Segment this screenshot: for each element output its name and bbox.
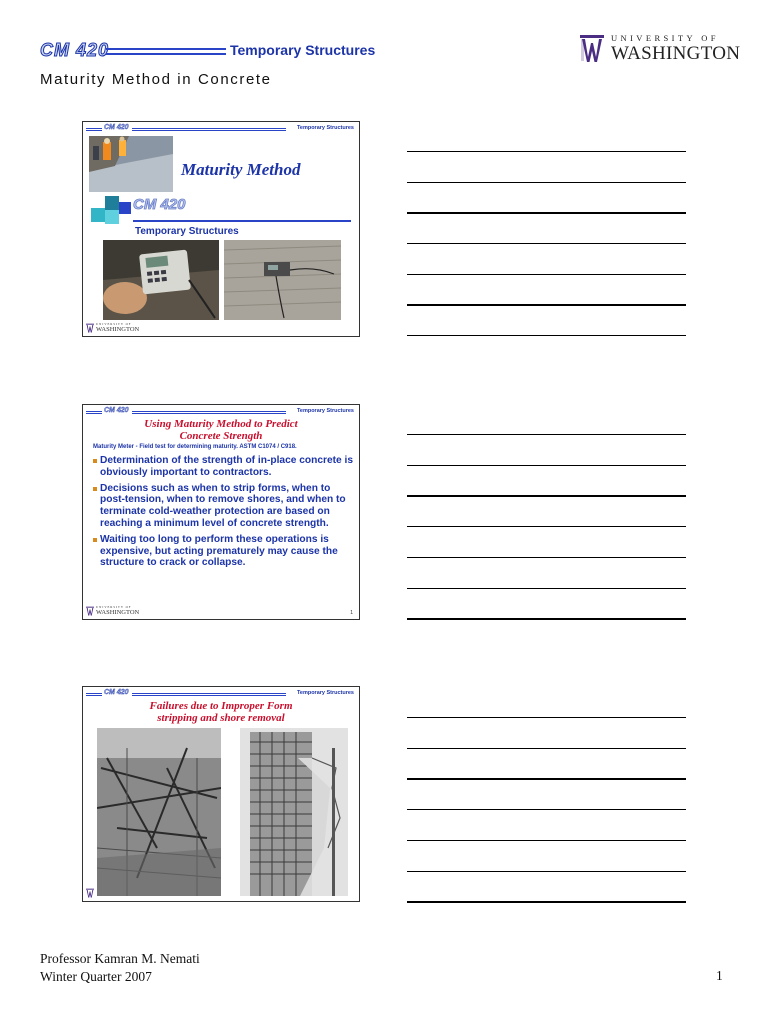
uw-logo-top-text: UNIVERSITY OF — [611, 33, 719, 43]
footer-professor: Professor Kamran M. Nemati — [40, 951, 200, 966]
workers-pouring-concrete-photo — [89, 136, 173, 192]
slide-2-heading: Using Maturity Method to Predict Concrete Strength — [144, 418, 298, 442]
note-line — [407, 335, 686, 336]
note-line — [407, 588, 686, 589]
bullet-square-icon — [93, 487, 97, 491]
note-line — [407, 717, 686, 718]
note-line — [407, 901, 686, 903]
note-line — [407, 526, 686, 527]
uw-w-mark-icon — [86, 323, 94, 333]
collapsed-structure-photo — [97, 728, 221, 896]
uw-w-mark-icon — [86, 606, 94, 616]
uw-w-mark-icon — [580, 33, 604, 63]
slide-thumbnail-2 — [82, 404, 360, 620]
page-header — [40, 40, 376, 62]
note-line — [407, 151, 686, 152]
slide-course-logo: CM 420 — [104, 407, 129, 414]
header-course-title: Temporary Structures — [230, 42, 376, 58]
slide-1-heading: Maturity Method — [181, 160, 301, 179]
header-rule — [106, 48, 226, 55]
slide-header-bar — [86, 125, 356, 133]
uw-logo-main-text: WASHINGTON — [611, 43, 741, 64]
note-line — [407, 557, 686, 558]
slide-thumbnail-1 — [82, 121, 360, 337]
slide-bar-title: Temporary Structures — [296, 408, 354, 414]
page-title: Maturity Method in Concrete — [40, 71, 272, 88]
note-line — [407, 871, 686, 872]
slide-course-logo: CM 420 — [104, 124, 129, 131]
note-line — [407, 274, 686, 275]
maturity-meter-handheld-photo — [103, 240, 219, 320]
note-line — [407, 778, 686, 780]
slide-course-logo: CM 420 — [104, 689, 129, 696]
slide-header-bar — [86, 408, 356, 416]
note-line — [407, 495, 686, 497]
slide-uw-logo: UNIVERSITY OF WASHINGTON — [86, 605, 142, 617]
note-line — [407, 212, 686, 214]
note-line — [407, 243, 686, 244]
slide-1-course-code: CM 420 — [133, 196, 186, 213]
slide-2-note: Maturity Meter - Field test for determining maturity. ASTM C1074 / C918. — [93, 444, 297, 450]
slide-2-page-number: 1 — [350, 610, 353, 616]
damaged-high-rise-photo — [240, 728, 348, 896]
note-line — [407, 748, 686, 749]
note-line — [407, 304, 686, 306]
slide-thumbnail-3 — [82, 686, 360, 902]
slide-header-bar — [86, 690, 356, 698]
slide-1-subtitle: Temporary Structures — [135, 226, 239, 237]
slide-bar-title: Temporary Structures — [296, 125, 354, 131]
university-logo — [580, 32, 741, 66]
uw-w-mark-icon — [86, 888, 94, 898]
note-line — [407, 465, 686, 466]
slide-3-heading: Failures due to Improper Form stripping and shore removal — [149, 700, 293, 724]
page-footer — [40, 950, 200, 986]
bullet-square-icon — [93, 538, 97, 542]
list-item: Decisions such as when to strip forms, when to post-tension, when to remove shores, and when to terminate cold-weather protection are based on reaching a minimum level of concrete strength. — [93, 483, 355, 530]
slide-bar-title: Temporary Structures — [296, 690, 354, 696]
note-line — [407, 434, 686, 435]
slide-uw-logo: UNIVERSITY OF WASHINGTON — [86, 322, 142, 334]
maturity-sensor-on-concrete-photo — [224, 240, 341, 320]
slide-2-bullet-list — [93, 455, 355, 573]
footer-term: Winter Quarter 2007 — [40, 969, 152, 984]
footer-page-number: 1 — [716, 968, 723, 983]
list-item: Waiting too long to perform these operations is expensive, but acting prematurely may cause the structure to crack or collapse. — [93, 534, 355, 569]
course-code-logo: CM 420 — [40, 40, 110, 60]
note-line — [407, 809, 686, 810]
slide-1-rule — [133, 220, 351, 222]
bullet-square-icon — [93, 459, 97, 463]
decorative-squares-icon — [91, 194, 133, 226]
note-line — [407, 840, 686, 841]
note-line — [407, 618, 686, 620]
list-item: Determination of the strength of in-place concrete is obviously important to contractors. — [93, 455, 355, 479]
note-line — [407, 182, 686, 183]
